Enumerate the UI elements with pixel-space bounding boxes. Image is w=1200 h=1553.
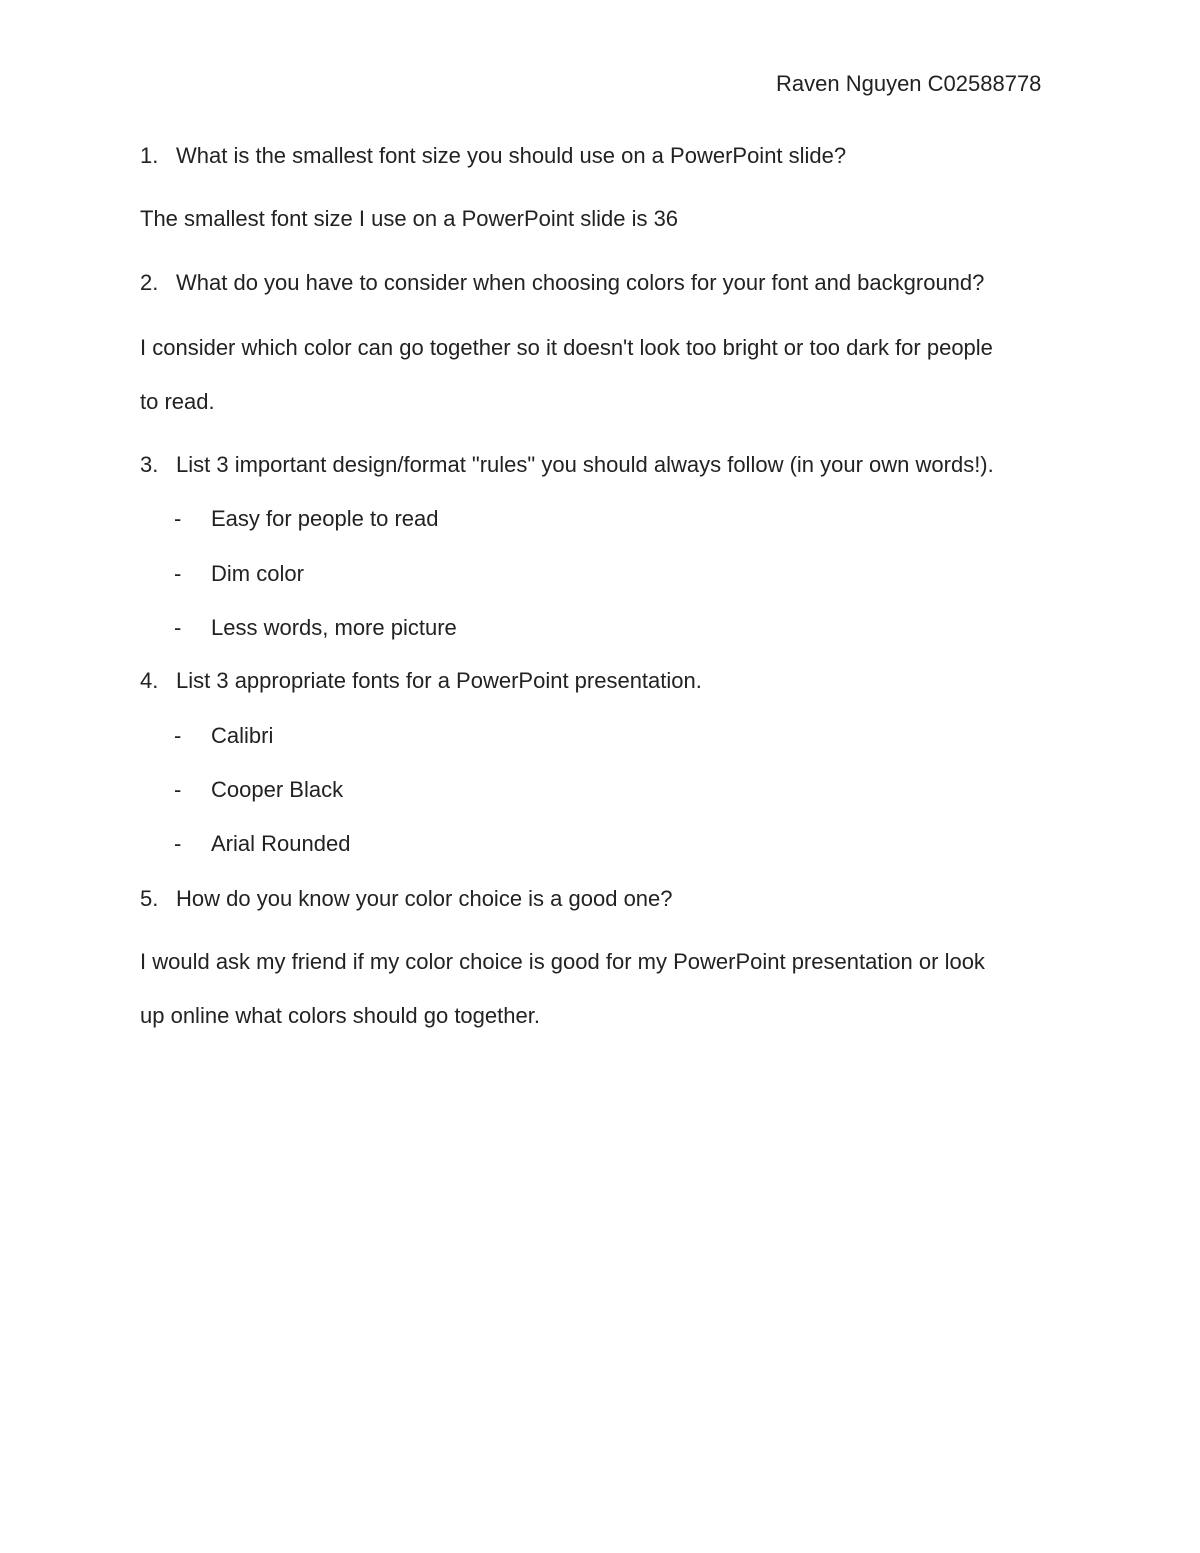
question-number: 1. (140, 143, 159, 168)
answer-2-line-1: I consider which color can go together so it doesn't look too bright or too dark for people (140, 335, 993, 360)
bullet-text: Calibri (211, 723, 274, 748)
author-header: Raven Nguyen C02588778 (776, 71, 1042, 96)
bullet-text: Arial Rounded (211, 831, 351, 856)
question-text: What is the smallest font size you should use on a PowerPoint slide? (176, 143, 847, 168)
bullet-dash: - (174, 506, 182, 531)
question-text: List 3 important design/format "rules" you should always follow (in your own words!). (176, 452, 994, 477)
bullet-dash: - (174, 777, 182, 802)
bullet-dash: - (174, 561, 182, 586)
question-text: How do you know your color choice is a good one? (176, 886, 673, 911)
answer-5-line-1: I would ask my friend if my color choice is good for my PowerPoint presentation or look (140, 949, 985, 974)
bullet-dash: - (174, 831, 182, 856)
answer-5-line-2: up online what colors should go together. (140, 1003, 540, 1028)
bullet-text: Less words, more picture (211, 615, 457, 640)
answer-1-line-1: The smallest font size I use on a PowerPoint slide is 36 (140, 206, 679, 231)
question-number: 3. (140, 452, 159, 477)
bullet-text: Easy for people to read (211, 506, 439, 531)
bullet-dash: - (174, 723, 182, 748)
question-text: List 3 appropriate fonts for a PowerPoint presentation. (176, 668, 702, 693)
question-text: What do you have to consider when choosing colors for your font and background? (176, 270, 985, 295)
question-number: 4. (140, 668, 159, 693)
question-number: 5. (140, 886, 159, 911)
bullet-text: Cooper Black (211, 777, 344, 802)
bullet-dash: - (174, 615, 182, 640)
bullet-text: Dim color (211, 561, 304, 586)
question-number: 2. (140, 270, 159, 295)
answer-2-line-2: to read. (140, 389, 215, 414)
